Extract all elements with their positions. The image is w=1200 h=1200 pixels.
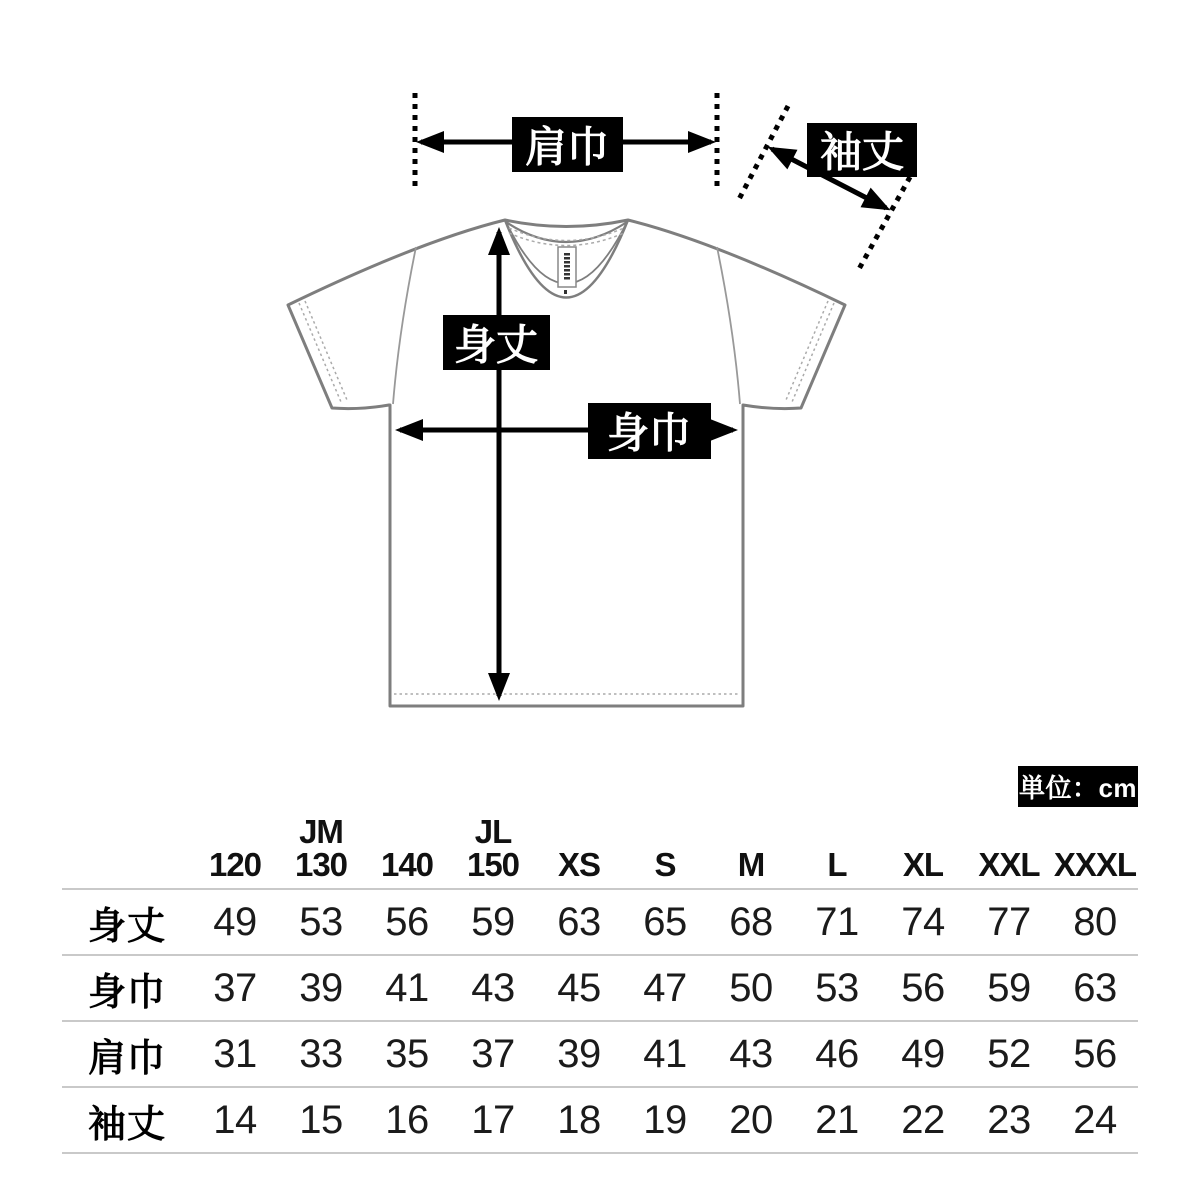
size-value-cell: 19 <box>622 1088 708 1154</box>
size-value-cell: 53 <box>278 890 364 956</box>
size-column-header <box>966 806 1052 890</box>
size-value-cell: 74 <box>880 890 966 956</box>
size-column-header <box>192 806 278 890</box>
size-value-cell: 45 <box>536 956 622 1022</box>
size-value-cell: 56 <box>880 956 966 1022</box>
size-value-cell: 22 <box>880 1088 966 1154</box>
size-column-header-topline: JM <box>299 813 343 851</box>
size-value-cell: 41 <box>622 1022 708 1088</box>
unit-badge: 単位：cm <box>1018 766 1138 807</box>
size-value-cell: 50 <box>708 956 794 1022</box>
size-value-cell: 59 <box>450 890 536 956</box>
size-column-header-label: 120 <box>208 845 262 883</box>
size-value-cell: 14 <box>192 1088 278 1154</box>
row-label: 肩巾 <box>62 1022 192 1088</box>
size-value-cell: 21 <box>794 1088 880 1154</box>
row-label: 身巾 <box>62 956 192 1022</box>
size-value-cell: 47 <box>622 956 708 1022</box>
size-value-cell: 63 <box>536 890 622 956</box>
size-column-header <box>880 806 966 890</box>
size-value-cell: 43 <box>450 956 536 1022</box>
size-column-header <box>1052 806 1138 890</box>
body-width-label: 身巾 <box>606 409 692 457</box>
size-value-cell: 80 <box>1052 890 1138 956</box>
size-value-cell: 35 <box>364 1022 450 1088</box>
neck-tag-dot <box>564 290 567 294</box>
size-value-cell: 15 <box>278 1088 364 1154</box>
size-value-cell: 46 <box>794 1022 880 1088</box>
size-value-cell: 18 <box>536 1088 622 1154</box>
size-value-cell: 33 <box>278 1022 364 1088</box>
size-column-header-label: XXXL <box>1053 845 1137 883</box>
size-value-cell: 77 <box>966 890 1052 956</box>
size-column-header-label: 140 <box>380 845 434 883</box>
size-column-header <box>708 806 794 890</box>
size-value-cell: 63 <box>1052 956 1138 1022</box>
size-column-header <box>622 806 708 890</box>
size-value-cell: 68 <box>708 890 794 956</box>
size-column-header-label: M <box>737 845 765 883</box>
size-column-header-label: XS <box>557 845 601 883</box>
size-value-cell: 20 <box>708 1088 794 1154</box>
size-value-cell: 39 <box>536 1022 622 1088</box>
size-value-cell: 41 <box>364 956 450 1022</box>
sleeve-guide-lower-dotted-line <box>859 177 910 269</box>
size-value-cell: 59 <box>966 956 1052 1022</box>
size-value-cell: 37 <box>450 1022 536 1088</box>
size-value-cell: 17 <box>450 1088 536 1154</box>
size-value-cell: 56 <box>1052 1022 1138 1088</box>
size-value-cell: 49 <box>192 890 278 956</box>
size-column-header-label: 130 <box>294 845 348 883</box>
size-value-cell: 31 <box>192 1022 278 1088</box>
size-value-cell: 49 <box>880 1022 966 1088</box>
size-value-cell: 39 <box>278 956 364 1022</box>
row-label: 袖丈 <box>62 1088 192 1154</box>
body-length-label: 身丈 <box>453 321 539 369</box>
header-corner-cell <box>62 806 192 890</box>
size-column-header <box>450 806 536 890</box>
size-value-cell: 43 <box>708 1022 794 1088</box>
size-column-header <box>536 806 622 890</box>
size-value-cell: 23 <box>966 1088 1052 1154</box>
size-column-header <box>364 806 450 890</box>
size-value-cell: 56 <box>364 890 450 956</box>
size-column-header-label: L <box>827 845 847 883</box>
size-value-cell: 71 <box>794 890 880 956</box>
row-label: 身丈 <box>62 890 192 956</box>
tshirt-drawing <box>288 220 845 706</box>
size-column-header-label: 150 <box>466 845 520 883</box>
size-column-header-label: S <box>654 845 676 883</box>
size-value-cell: 16 <box>364 1088 450 1154</box>
size-column-header <box>794 806 880 890</box>
size-table <box>62 806 1138 1154</box>
size-value-cell: 53 <box>794 956 880 1022</box>
size-column-header-label: XXL <box>978 845 1040 883</box>
size-column-header-label: XL <box>902 845 944 883</box>
size-column-header <box>278 806 364 890</box>
sleeve-length-label: 袖丈 <box>819 128 905 176</box>
size-value-cell: 37 <box>192 956 278 1022</box>
size-value-cell: 24 <box>1052 1088 1138 1154</box>
size-value-cell: 65 <box>622 890 708 956</box>
shoulder-width-label: 肩巾 <box>524 123 610 171</box>
size-value-cell: 52 <box>966 1022 1052 1088</box>
size-column-header-topline: JL <box>474 813 512 851</box>
